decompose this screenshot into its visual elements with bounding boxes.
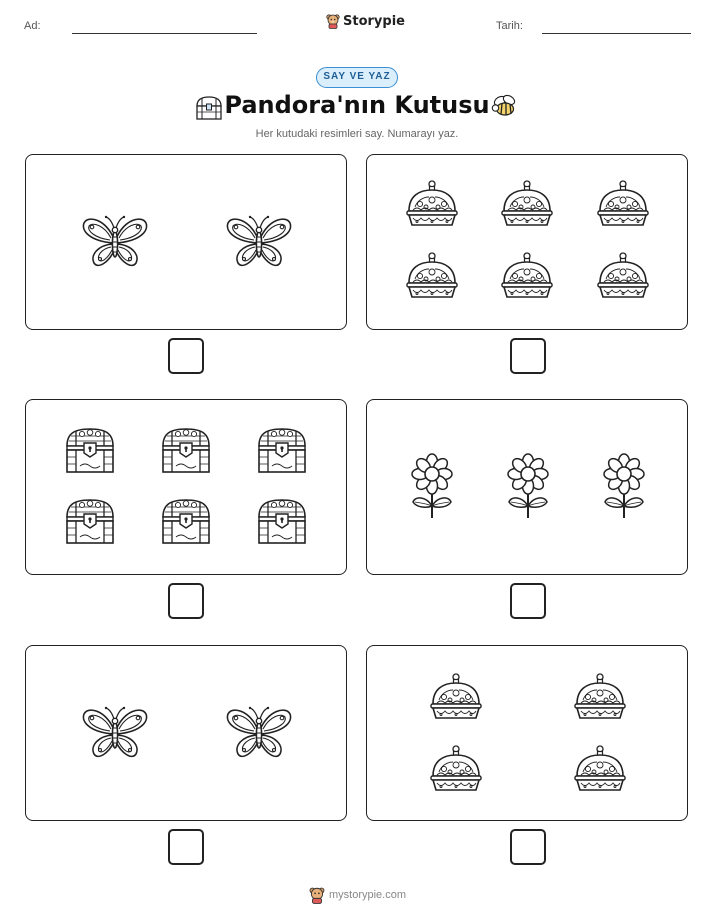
brand-name: Storypie bbox=[343, 13, 405, 29]
count-box-3 bbox=[25, 399, 347, 575]
instructions: Her kutudaki resimleri say. Numarayı yaz. bbox=[255, 128, 459, 140]
flower-icon bbox=[503, 452, 553, 522]
answer-box-3[interactable] bbox=[168, 583, 204, 619]
jewelry-box-icon bbox=[405, 179, 459, 229]
count-box-2 bbox=[366, 154, 688, 330]
answer-box-4[interactable] bbox=[510, 583, 546, 619]
bear-mascot-icon bbox=[326, 13, 340, 29]
jewelry-box-icon bbox=[596, 251, 650, 301]
butterfly-icon bbox=[80, 704, 150, 762]
flower-icon bbox=[599, 452, 649, 522]
treasure-chest-icon bbox=[158, 497, 214, 547]
treasure-chest-icon bbox=[62, 497, 118, 547]
count-box-5 bbox=[25, 645, 347, 821]
answer-box-6[interactable] bbox=[510, 829, 546, 865]
name-label: Ad: bbox=[24, 20, 41, 32]
bear-mascot-icon bbox=[309, 886, 325, 904]
bee-icon bbox=[489, 93, 521, 121]
page-title: Pandora'nın Kutusu bbox=[224, 91, 490, 119]
treasure-chest-icon bbox=[62, 426, 118, 476]
butterfly-icon bbox=[224, 213, 294, 271]
jewelry-box-icon bbox=[500, 251, 554, 301]
footer bbox=[309, 886, 406, 904]
date-label: Tarih: bbox=[496, 20, 523, 32]
jewelry-box-icon bbox=[573, 672, 627, 722]
jewelry-box-icon bbox=[405, 251, 459, 301]
name-line[interactable] bbox=[72, 33, 257, 34]
answer-box-1[interactable] bbox=[168, 338, 204, 374]
butterfly-icon bbox=[80, 213, 150, 271]
jewelry-box-icon bbox=[429, 672, 483, 722]
count-box-1 bbox=[25, 154, 347, 330]
activity-badge: SAY VE YAZ bbox=[316, 67, 398, 88]
count-box-6 bbox=[366, 645, 688, 821]
jewelry-box-icon bbox=[429, 744, 483, 794]
brand-logo bbox=[326, 13, 405, 29]
jewelry-box-icon bbox=[573, 744, 627, 794]
treasure-chest-icon bbox=[254, 497, 310, 547]
flower-icon bbox=[407, 452, 457, 522]
treasure-chest-icon bbox=[158, 426, 214, 476]
jewelry-box-icon bbox=[500, 179, 554, 229]
treasure-chest-icon bbox=[254, 426, 310, 476]
footer-url: mystorypie.com bbox=[329, 889, 407, 901]
date-line[interactable] bbox=[542, 33, 691, 34]
count-box-4 bbox=[366, 399, 688, 575]
jewelry-box-icon bbox=[596, 179, 650, 229]
answer-box-2[interactable] bbox=[510, 338, 546, 374]
answer-box-5[interactable] bbox=[168, 829, 204, 865]
butterfly-icon bbox=[224, 704, 294, 762]
